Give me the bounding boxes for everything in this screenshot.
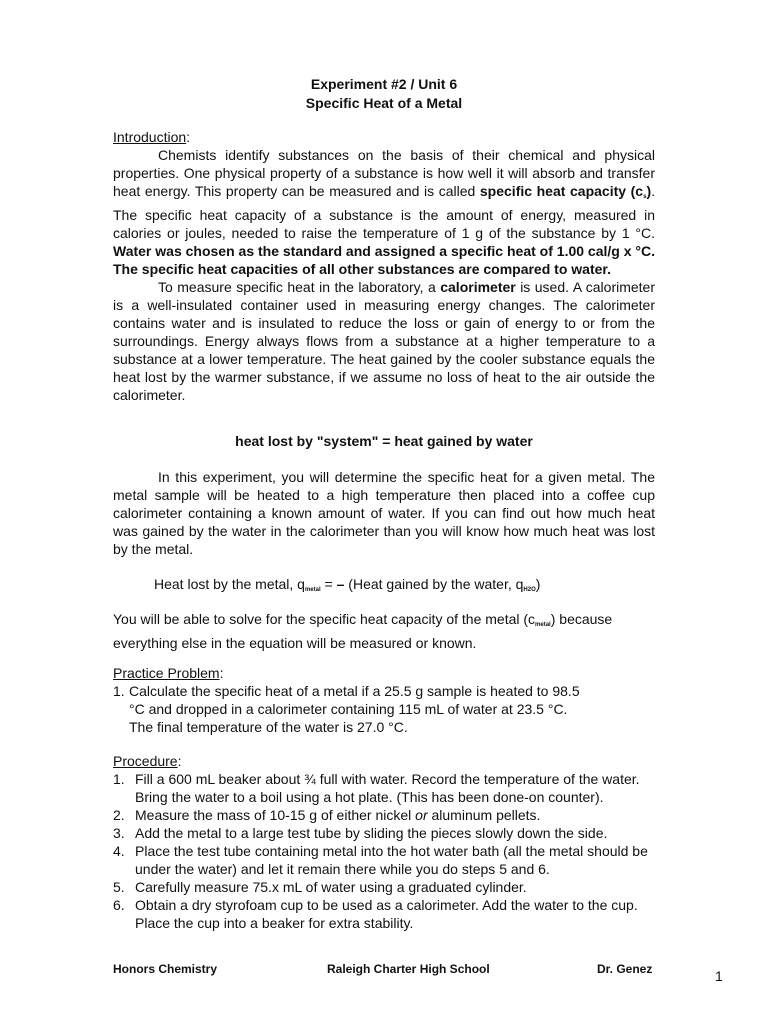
footer-teacher: Dr. Genez [597,962,653,976]
intro-paragraph-2: To measure specific heat in the laboratory, a calorimeter is used. A calorimeter is a well-insulated container used in measuring energy changes. The calorimeter contains water and is insulated to reduce the loss or gain of energy to or from the surroundings. Energy always flows from a substance at a higher temperature to a substance at a lower temperature. The heat gained by the cooler substance equals the heat lost by the warmer substance, if we assume no loss of heat to the air outside the calorimeter. [113,279,656,403]
experiment-subtitle: Specific Heat of a Metal [305,95,463,111]
practice-section [113,664,583,736]
procedure-steps [113,770,655,932]
practice-problem-item: 1. Calculate the specific heat of a metal if a 25.5 g sample is heated to 98.5 °C and dropped in a calorimeter containing 115 mL of water at 23.5 °C. The final temperature of the water is 27.0 °C. [113,683,580,735]
intro-paragraph-1: Chemists identify substances on the basis of their chemical and physical properties. One physical property of a substance is how well it will absorb and transfer heat energy. This property can be measured and is called specific heat capacity $(c_s)$. The specific heat capacity of a substance is the amount of energy, measured in calories or joules, needed to raise the temperature of 1 g of the substance by 1 °C. Water was chosen as the standard and assigned a specific heat of 1.00 cal/g x °C. The specific heat capacities of all other substances are compared to water. [113,147,655,277]
introduction-heading: Introduction: [113,129,191,145]
procedure-step-3: 3. Add the metal to a large test tube by sliding the pieces slowly down the side. [113,825,608,841]
footer-school: Raleigh Charter High School [327,962,490,976]
procedure-step-2: 2. Measure the mass of 10-15 g of either nickel or aluminum pellets. [113,807,541,823]
heat-equation: Heat lost by the metal, $q_{metal}$ = – (Heat gained by the water, $q_{H2O}$) [154,576,541,593]
procedure-step-6: 6. Obtain a dry styrofoam cup to be used as a calorimeter. Add the water to the cup. Place the cup into a beaker for extra stability. [113,897,638,931]
procedure-step-5: 5. Carefully measure 75.x mL of water using a graduated cylinder. [113,879,527,895]
procedure-section [113,752,655,932]
page-number: 1 [715,968,723,984]
introduction-section [113,128,655,404]
solve-paragraph: You will be able to solve for the specific heat capacity of the metal $(c_{metal})$ because everything else in the equation will be measured or known. [113,611,613,651]
footer-course: Honors Chemistry [113,962,218,976]
experiment-title: Experiment #2 / Unit 6 [310,76,458,92]
procedure-step-4: 4. Place the test tube containing metal into the hot water bath (all the metal should be under the water) and let it remain there while you do steps 5 and 6. [113,843,648,877]
experiment-paragraph: In this experiment, you will determine the specific heat for a given metal. The metal sample will be heated to a high temperature then placed into a coffee cup calorimeter containing a known amount of water. If you can find out how much heat was gained by the water in the calorimeter than you will know how much heat was lost by the metal. [113,469,655,557]
procedure-heading: Procedure: [113,753,182,769]
practice-heading: Practice Problem: [113,665,224,681]
procedure-step-1: 1. Fill a 600 mL beaker about ¾ full with water. Record the temperature of the water. Bring the water to a boil using a hot plate. (This has been done-on counter). [113,771,640,805]
heat-balance-equation: heat lost by "system" = heat gained by water [235,433,533,449]
